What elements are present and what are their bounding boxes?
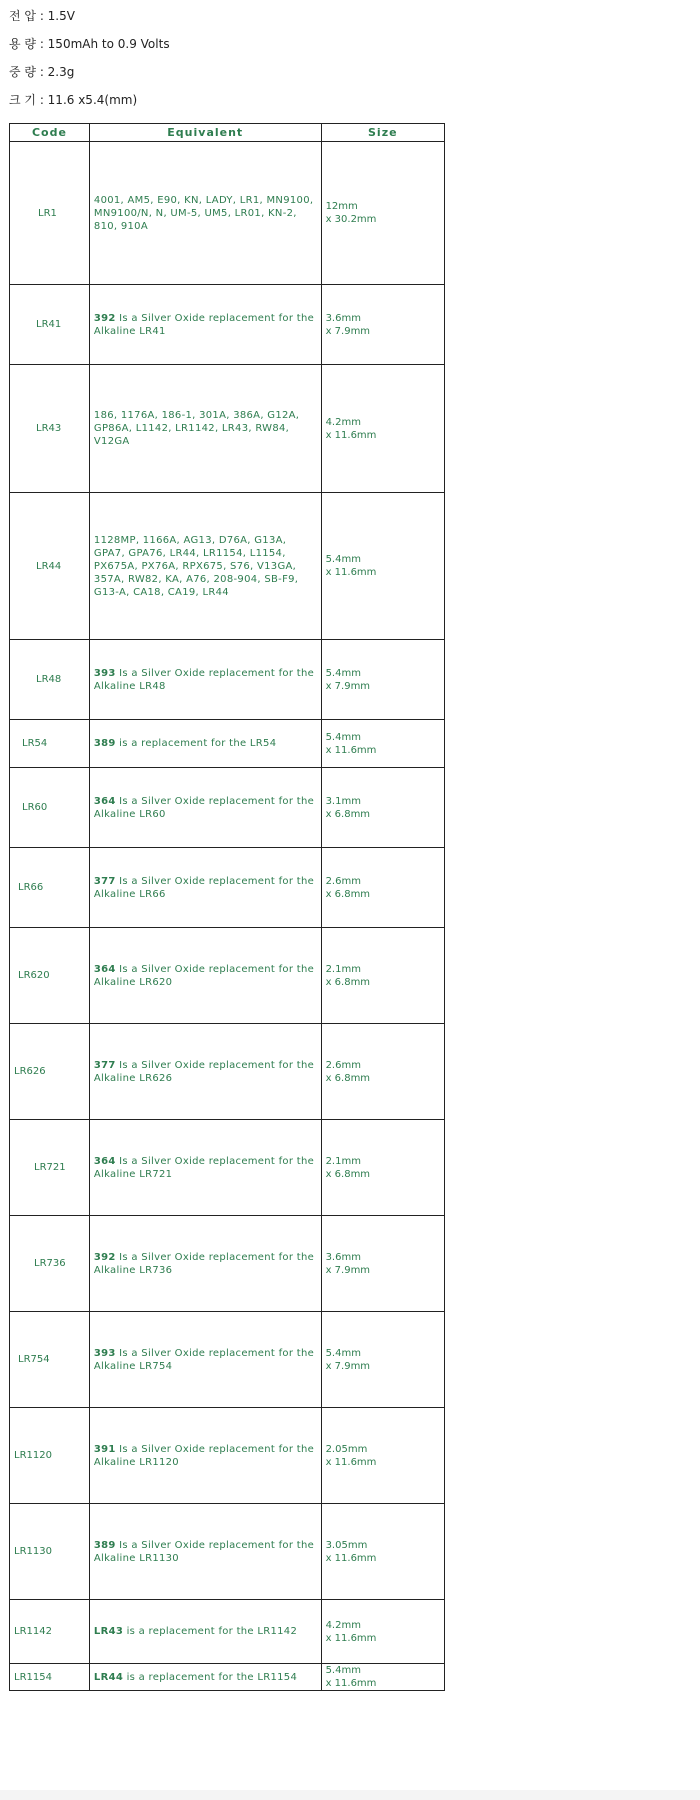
- code-cell: LR43: [10, 365, 90, 493]
- size-cell: [321, 848, 444, 928]
- size-height: x 6.8mm: [325, 1072, 371, 1084]
- equivalent-cell: [89, 848, 321, 928]
- equivalent-text: Is a Silver Oxide replacement for the Alkaline LR41: [93, 312, 315, 337]
- spec-capacity: 용 량 : 150mAh to 0.9 Volts: [9, 37, 170, 51]
- table-row: [10, 142, 445, 285]
- code-cell: LR721: [10, 1120, 90, 1216]
- size-height: x 7.9mm: [325, 1264, 371, 1276]
- equivalent-text: Is a Silver Oxide replacement for the Alkaline LR60: [93, 795, 315, 820]
- equivalent-bold: 377: [93, 875, 116, 887]
- equivalent-cell: [89, 1024, 321, 1120]
- spec-voltage: 전 압 : 1.5V: [9, 9, 75, 23]
- equivalent-cell: [89, 1312, 321, 1408]
- table-row: [10, 720, 445, 768]
- code-cell: LR60: [10, 768, 90, 848]
- equivalent-bold: LR43: [93, 1626, 124, 1637]
- spec-dimensions: 크 기 : 11.6 x5.4(mm): [9, 93, 138, 107]
- equivalent-cell: [89, 640, 321, 720]
- size-diameter: 2.1mm: [325, 963, 361, 975]
- equivalent-bold: 364: [93, 1155, 116, 1167]
- code-cell: LR66: [10, 848, 90, 928]
- code-cell: LR1130: [10, 1504, 90, 1600]
- size-diameter: 5.4mm: [325, 554, 361, 565]
- size-cell: [321, 640, 444, 720]
- size-diameter: 4.2mm: [325, 1619, 361, 1631]
- table-row: [10, 1408, 445, 1504]
- equivalent-bold: 364: [93, 795, 116, 807]
- size-diameter: 2.6mm: [325, 1059, 361, 1071]
- spec-label: 용 량: [9, 37, 36, 51]
- size-cell: [321, 142, 444, 285]
- equivalent-text: is a replacement for the LR1142: [123, 1626, 298, 1637]
- spec-label: 크 기: [9, 93, 36, 107]
- equivalent-cell: [89, 365, 321, 493]
- equivalent-text: Is a Silver Oxide replacement for the Alkaline LR721: [93, 1155, 315, 1180]
- equivalent-bold: 392: [93, 312, 116, 324]
- size-height: x 6.8mm: [325, 1168, 371, 1180]
- equivalent-text: is a replacement for the LR54: [115, 738, 277, 749]
- size-cell: [321, 365, 444, 493]
- table-row: [10, 365, 445, 493]
- table-row: [10, 493, 445, 640]
- size-height: x 11.6mm: [325, 1456, 377, 1468]
- size-height: x 6.8mm: [325, 888, 371, 900]
- size-cell: [321, 1312, 444, 1408]
- equivalent-bold: 389: [93, 738, 116, 749]
- size-cell: [321, 285, 444, 365]
- header-size: Size: [321, 124, 444, 142]
- equivalent-bold: 393: [93, 667, 116, 679]
- size-height: x 11.6mm: [325, 1552, 377, 1564]
- spec-list: [9, 8, 170, 120]
- table-row: [10, 768, 445, 848]
- size-height: x 11.6mm: [325, 1678, 377, 1689]
- size-cell: [321, 1664, 444, 1691]
- table-row: [10, 1664, 445, 1691]
- equivalent-text: Is a Silver Oxide replacement for the Alkaline LR754: [93, 1347, 315, 1372]
- equivalent-text: 1128MP, 1166A, AG13, D76A, G13A, GPA7, GPA76, LR44, LR1154, L1154, PX675A, PX76A, RPX675, S76, V13GA, 357A, RW82, KA, A76, 208-904, SB-F9, G13-A, CA18, CA19, LR44: [93, 534, 299, 598]
- size-diameter: 5.4mm: [325, 1665, 361, 1676]
- table-row: [10, 928, 445, 1024]
- size-height: x 7.9mm: [325, 1360, 371, 1372]
- equivalent-bold: 392: [93, 1251, 116, 1263]
- equivalent-cell: [89, 493, 321, 640]
- code-cell: LR54: [10, 720, 90, 768]
- size-diameter: 2.6mm: [325, 875, 361, 887]
- size-diameter: 3.05mm: [325, 1539, 368, 1551]
- code-cell: LR1154: [10, 1664, 90, 1691]
- size-cell: [321, 493, 444, 640]
- size-diameter: 2.05mm: [325, 1443, 368, 1455]
- table-row: [10, 285, 445, 365]
- table-header-row: [10, 124, 445, 142]
- table-row: [10, 1024, 445, 1120]
- size-height: x 7.9mm: [325, 680, 371, 692]
- equivalent-cell: [89, 1600, 321, 1664]
- equivalent-cell: [89, 1216, 321, 1312]
- size-cell: [321, 1120, 444, 1216]
- equivalent-cell: [89, 1408, 321, 1504]
- equivalent-text: Is a Silver Oxide replacement for the Alkaline LR626: [93, 1059, 315, 1084]
- size-height: x 6.8mm: [325, 976, 371, 988]
- equivalent-text: Is a Silver Oxide replacement for the Alkaline LR1130: [93, 1539, 315, 1564]
- equivalent-bold: 377: [93, 1059, 116, 1071]
- equivalent-text: 186, 1176A, 186-1, 301A, 386A, G12A, GP86A, L1142, LR1142, LR43, RW84, V12GA: [93, 410, 300, 447]
- code-cell: LR48: [10, 640, 90, 720]
- table-row: [10, 1504, 445, 1600]
- size-height: x 7.9mm: [325, 325, 371, 337]
- spec-label: 전 압: [9, 9, 36, 23]
- size-diameter: 5.4mm: [325, 1347, 361, 1359]
- equivalent-cell: [89, 768, 321, 848]
- size-height: x 6.8mm: [325, 808, 371, 820]
- size-height: x 11.6mm: [325, 1632, 377, 1644]
- size-height: x 11.6mm: [325, 429, 377, 441]
- spec-label: 중 량: [9, 65, 36, 79]
- size-cell: [321, 1408, 444, 1504]
- table-row: [10, 1216, 445, 1312]
- size-diameter: 2.1mm: [325, 1155, 361, 1167]
- spec-value: 1.5V: [47, 9, 75, 23]
- size-height: x 11.6mm: [325, 744, 377, 756]
- size-height: x 30.2mm: [325, 214, 377, 225]
- code-cell: LR754: [10, 1312, 90, 1408]
- equivalent-text: Is a Silver Oxide replacement for the Alkaline LR620: [93, 963, 315, 988]
- equivalent-text: Is a Silver Oxide replacement for the Alkaline LR66: [93, 875, 315, 900]
- equivalent-cell: [89, 1120, 321, 1216]
- equivalent-cell: [89, 928, 321, 1024]
- equivalent-cell: [89, 285, 321, 365]
- table-row: [10, 1120, 445, 1216]
- code-cell: LR626: [10, 1024, 90, 1120]
- code-cell: LR44: [10, 493, 90, 640]
- equivalent-text: Is a Silver Oxide replacement for the Alkaline LR48: [93, 667, 315, 692]
- page-footer-bar: [0, 1790, 700, 1800]
- size-diameter: 3.1mm: [325, 795, 361, 807]
- code-cell: LR1142: [10, 1600, 90, 1664]
- size-cell: [321, 768, 444, 848]
- size-cell: [321, 1600, 444, 1664]
- equivalent-bold: 389: [93, 1539, 116, 1551]
- size-diameter: 4.2mm: [325, 416, 361, 428]
- equivalent-cell: [89, 1664, 321, 1691]
- equivalent-bold: 393: [93, 1347, 116, 1359]
- size-cell: [321, 1216, 444, 1312]
- size-diameter: 5.4mm: [325, 731, 361, 743]
- size-diameter: 3.6mm: [325, 1251, 361, 1263]
- header-code: Code: [10, 124, 90, 142]
- size-height: x 11.6mm: [325, 567, 377, 578]
- table-row: [10, 1600, 445, 1664]
- table-row: [10, 848, 445, 928]
- code-cell: LR1120: [10, 1408, 90, 1504]
- equivalent-text: Is a Silver Oxide replacement for the Alkaline LR736: [93, 1251, 315, 1276]
- code-cell: LR736: [10, 1216, 90, 1312]
- equivalent-text: 4001, AM5, E90, KN, LADY, LR1, MN9100, MN9100/N, N, UM-5, UM5, LR01, KN-2, 810, 910A: [93, 194, 314, 232]
- size-diameter: 3.6mm: [325, 312, 361, 324]
- equivalent-text: is a replacement for the LR1154: [123, 1671, 298, 1683]
- size-cell: [321, 1024, 444, 1120]
- size-diameter: 12mm: [325, 201, 358, 212]
- table-row: [10, 640, 445, 720]
- code-cell: LR620: [10, 928, 90, 1024]
- equivalent-text: Is a Silver Oxide replacement for the Alkaline LR1120: [93, 1443, 315, 1468]
- equivalent-cell: [89, 142, 321, 285]
- size-diameter: 5.4mm: [325, 667, 361, 679]
- spec-value: 150mAh to 0.9 Volts: [47, 37, 170, 51]
- spec-value: 2.3g: [47, 65, 75, 79]
- equivalent-bold: LR44: [93, 1671, 124, 1683]
- equivalent-cell: [89, 720, 321, 768]
- equivalent-bold: 364: [93, 963, 116, 975]
- equivalent-bold: 391: [93, 1443, 116, 1455]
- spec-value: 11.6 x5.4(mm): [47, 93, 138, 107]
- spec-weight: 중 량 : 2.3g: [9, 65, 75, 79]
- header-equivalent: Equivalent: [89, 124, 321, 142]
- table-row: [10, 1312, 445, 1408]
- code-cell: LR41: [10, 285, 90, 365]
- code-cell: LR1: [10, 142, 90, 285]
- size-cell: [321, 720, 444, 768]
- size-cell: [321, 928, 444, 1024]
- battery-equivalent-table: [9, 123, 445, 1691]
- size-cell: [321, 1504, 444, 1600]
- equivalent-cell: [89, 1504, 321, 1600]
